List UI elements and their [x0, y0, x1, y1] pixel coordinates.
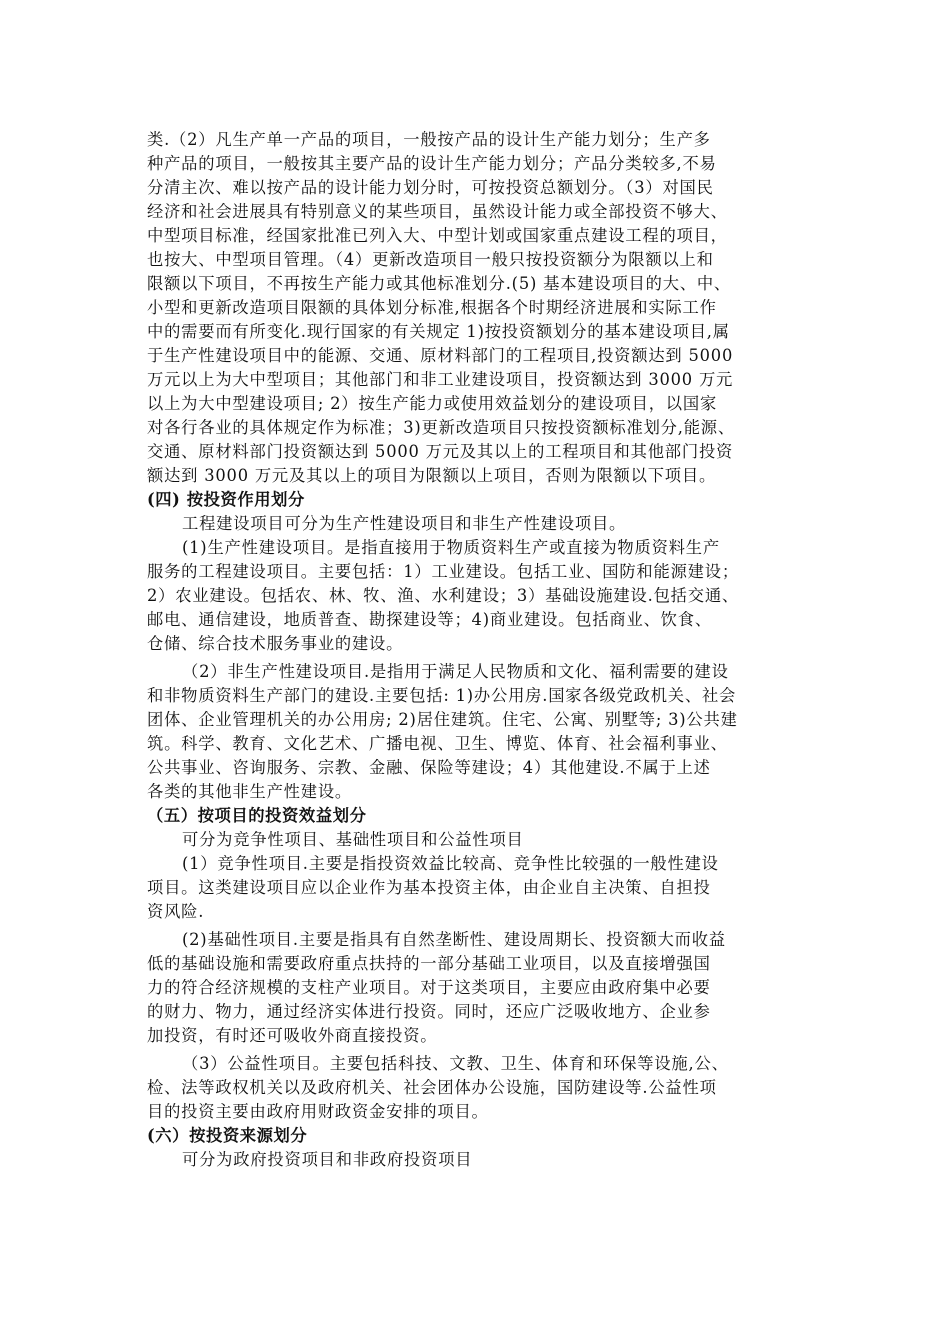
text-line: 加投资，有时还可吸收外商直接投资。	[147, 1026, 438, 1045]
text-line: 也按大、中型项目管理。（4）更新改造项目一般只按投资额分为限额以上和	[147, 250, 714, 269]
section-heading: (四) 按投资作用划分	[147, 490, 305, 509]
text-line: 工程建设项目可分为生产性建设项目和非生产性建设项目。	[182, 514, 627, 533]
text-line: 力的符合经济规模的支柱产业项目。对于这类项目，主要应由政府集中必要	[147, 978, 711, 997]
text-line: 筑。科学、教育、文化艺术、广播电视、卫生、博览、体育、社会福利事业、	[147, 734, 728, 753]
text-line: 中型项目标准，经国家批准已列入大、中型计划或国家重点建设工程的项目，	[147, 226, 728, 245]
text-line: 分清主次、难以按产品的设计能力划分时，可按投资总额划分。（3）对国民	[147, 178, 714, 197]
text-line: 中的需要而有所变化.现行国家的有关规定 1)按投资额划分的基本建设项目,属	[147, 322, 730, 341]
text-line: 2）农业建设。包括农、林、牧、渔、水利建设；3）基础设施建设.包括交通、	[147, 586, 739, 605]
text-line: 经济和社会进展具有特别意义的某些项目，虽然设计能力或全部投资不够大、	[147, 202, 728, 221]
text-line: (1)生产性建设项目。是指直接用于物质资料生产或直接为物质资料生产	[182, 538, 720, 557]
text-line: 服务的工程建设项目。主要包括：1）工业建设。包括工业、国防和能源建设；	[147, 562, 739, 581]
text-line: 和非物质资料生产部门的建设.主要包括: 1)办公用房.国家各级党政机关、社会	[147, 686, 737, 705]
text-line: 邮电、通信建设，地质普查、勘探建设等；4)商业建设。包括商业、饮食、	[147, 610, 712, 629]
text-line: 可分为政府投资项目和非政府投资项目	[182, 1150, 473, 1169]
text-line: (2)基础性项目.主要是指具有自然垄断性、建设周期长、投资额大而收益	[182, 930, 726, 949]
text-line: 种产品的项目，一般按其主要产品的设计生产能力划分；产品分类较多,不易	[147, 154, 717, 173]
text-line: 团体、企业管理机关的办公用房; 2)居住建筑。住宅、公寓、别墅等; 3)公共建	[147, 710, 738, 729]
section-heading: （五）按项目的投资效益划分	[147, 806, 367, 825]
text-line: 资风险.	[147, 902, 205, 921]
text-line: 交通、原材料部门投资额达到 5000 万元及其以上的工程项目和其他部门投资	[147, 442, 734, 461]
text-line: 公共事业、咨询服务、宗教、金融、保险等建设；4）其他建设.不属于上述	[147, 758, 711, 777]
text-line: 检、法等政权机关以及政府机关、社会团体办公设施，国防建设等.公益性项	[147, 1078, 717, 1097]
text-line: 低的基础设施和需要政府重点扶持的一部分基础工业项目，以及直接增强国	[147, 954, 711, 973]
text-line: 对各行各业的具体规定作为标准；3)更新改造项目只按投资额标准划分,能源、	[147, 418, 735, 437]
section-heading: (六）按投资来源划分	[147, 1126, 308, 1145]
text-line: 于生产性建设项目中的能源、交通、原材料部门的工程项目,投资额达到 5000	[147, 346, 734, 365]
text-line: 以上为大中型建设项目; 2）按生产能力或使用效益划分的建设项目，以国家	[147, 394, 718, 413]
text-line: （3）公益性项目。主要包括科技、文教、卫生、体育和环保等设施,公、	[182, 1054, 729, 1073]
text-line: 仓储、综合技术服务事业的建设。	[147, 634, 404, 653]
text-line: 小型和更新改造项目限额的具体划分标准,根据各个时期经济进展和实际工作	[147, 298, 717, 317]
text-line: 可分为竞争性项目、基础性项目和公益性项目	[182, 830, 524, 849]
text-line: 项目。这类建设项目应以企业作为基本投资主体，由企业自主决策、自担投	[147, 878, 711, 897]
text-line: 各类的其他非生产性建设。	[147, 782, 352, 801]
text-line: (1）竞争性项目.主要是指投资效益比较高、竞争性比较强的一般性建设	[182, 854, 719, 873]
text-line: 目的投资主要由政府用财政资金安排的项目。	[147, 1102, 489, 1121]
text-line: 万元以上为大中型项目；其他部门和非工业建设项目，投资额达到 3000 万元	[147, 370, 734, 389]
text-line: 类.（2）凡生产单一产品的项目，一般按产品的设计生产能力划分；生产多	[147, 130, 711, 149]
text-line: （2）非生产性建设项目.是指用于满足人民物质和文化、福利需要的建设	[182, 662, 729, 681]
text-line: 限额以下项目，不再按生产能力或其他标准划分.(5) 基本建设项目的大、中、	[147, 274, 732, 293]
text-line: 的财力、物力，通过经济实体进行投资。同时，还应广泛吸收地方、企业参	[147, 1002, 711, 1021]
text-line: 额达到 3000 万元及其以上的项目为限额以上项目，否则为限额以下项目。	[147, 466, 717, 485]
